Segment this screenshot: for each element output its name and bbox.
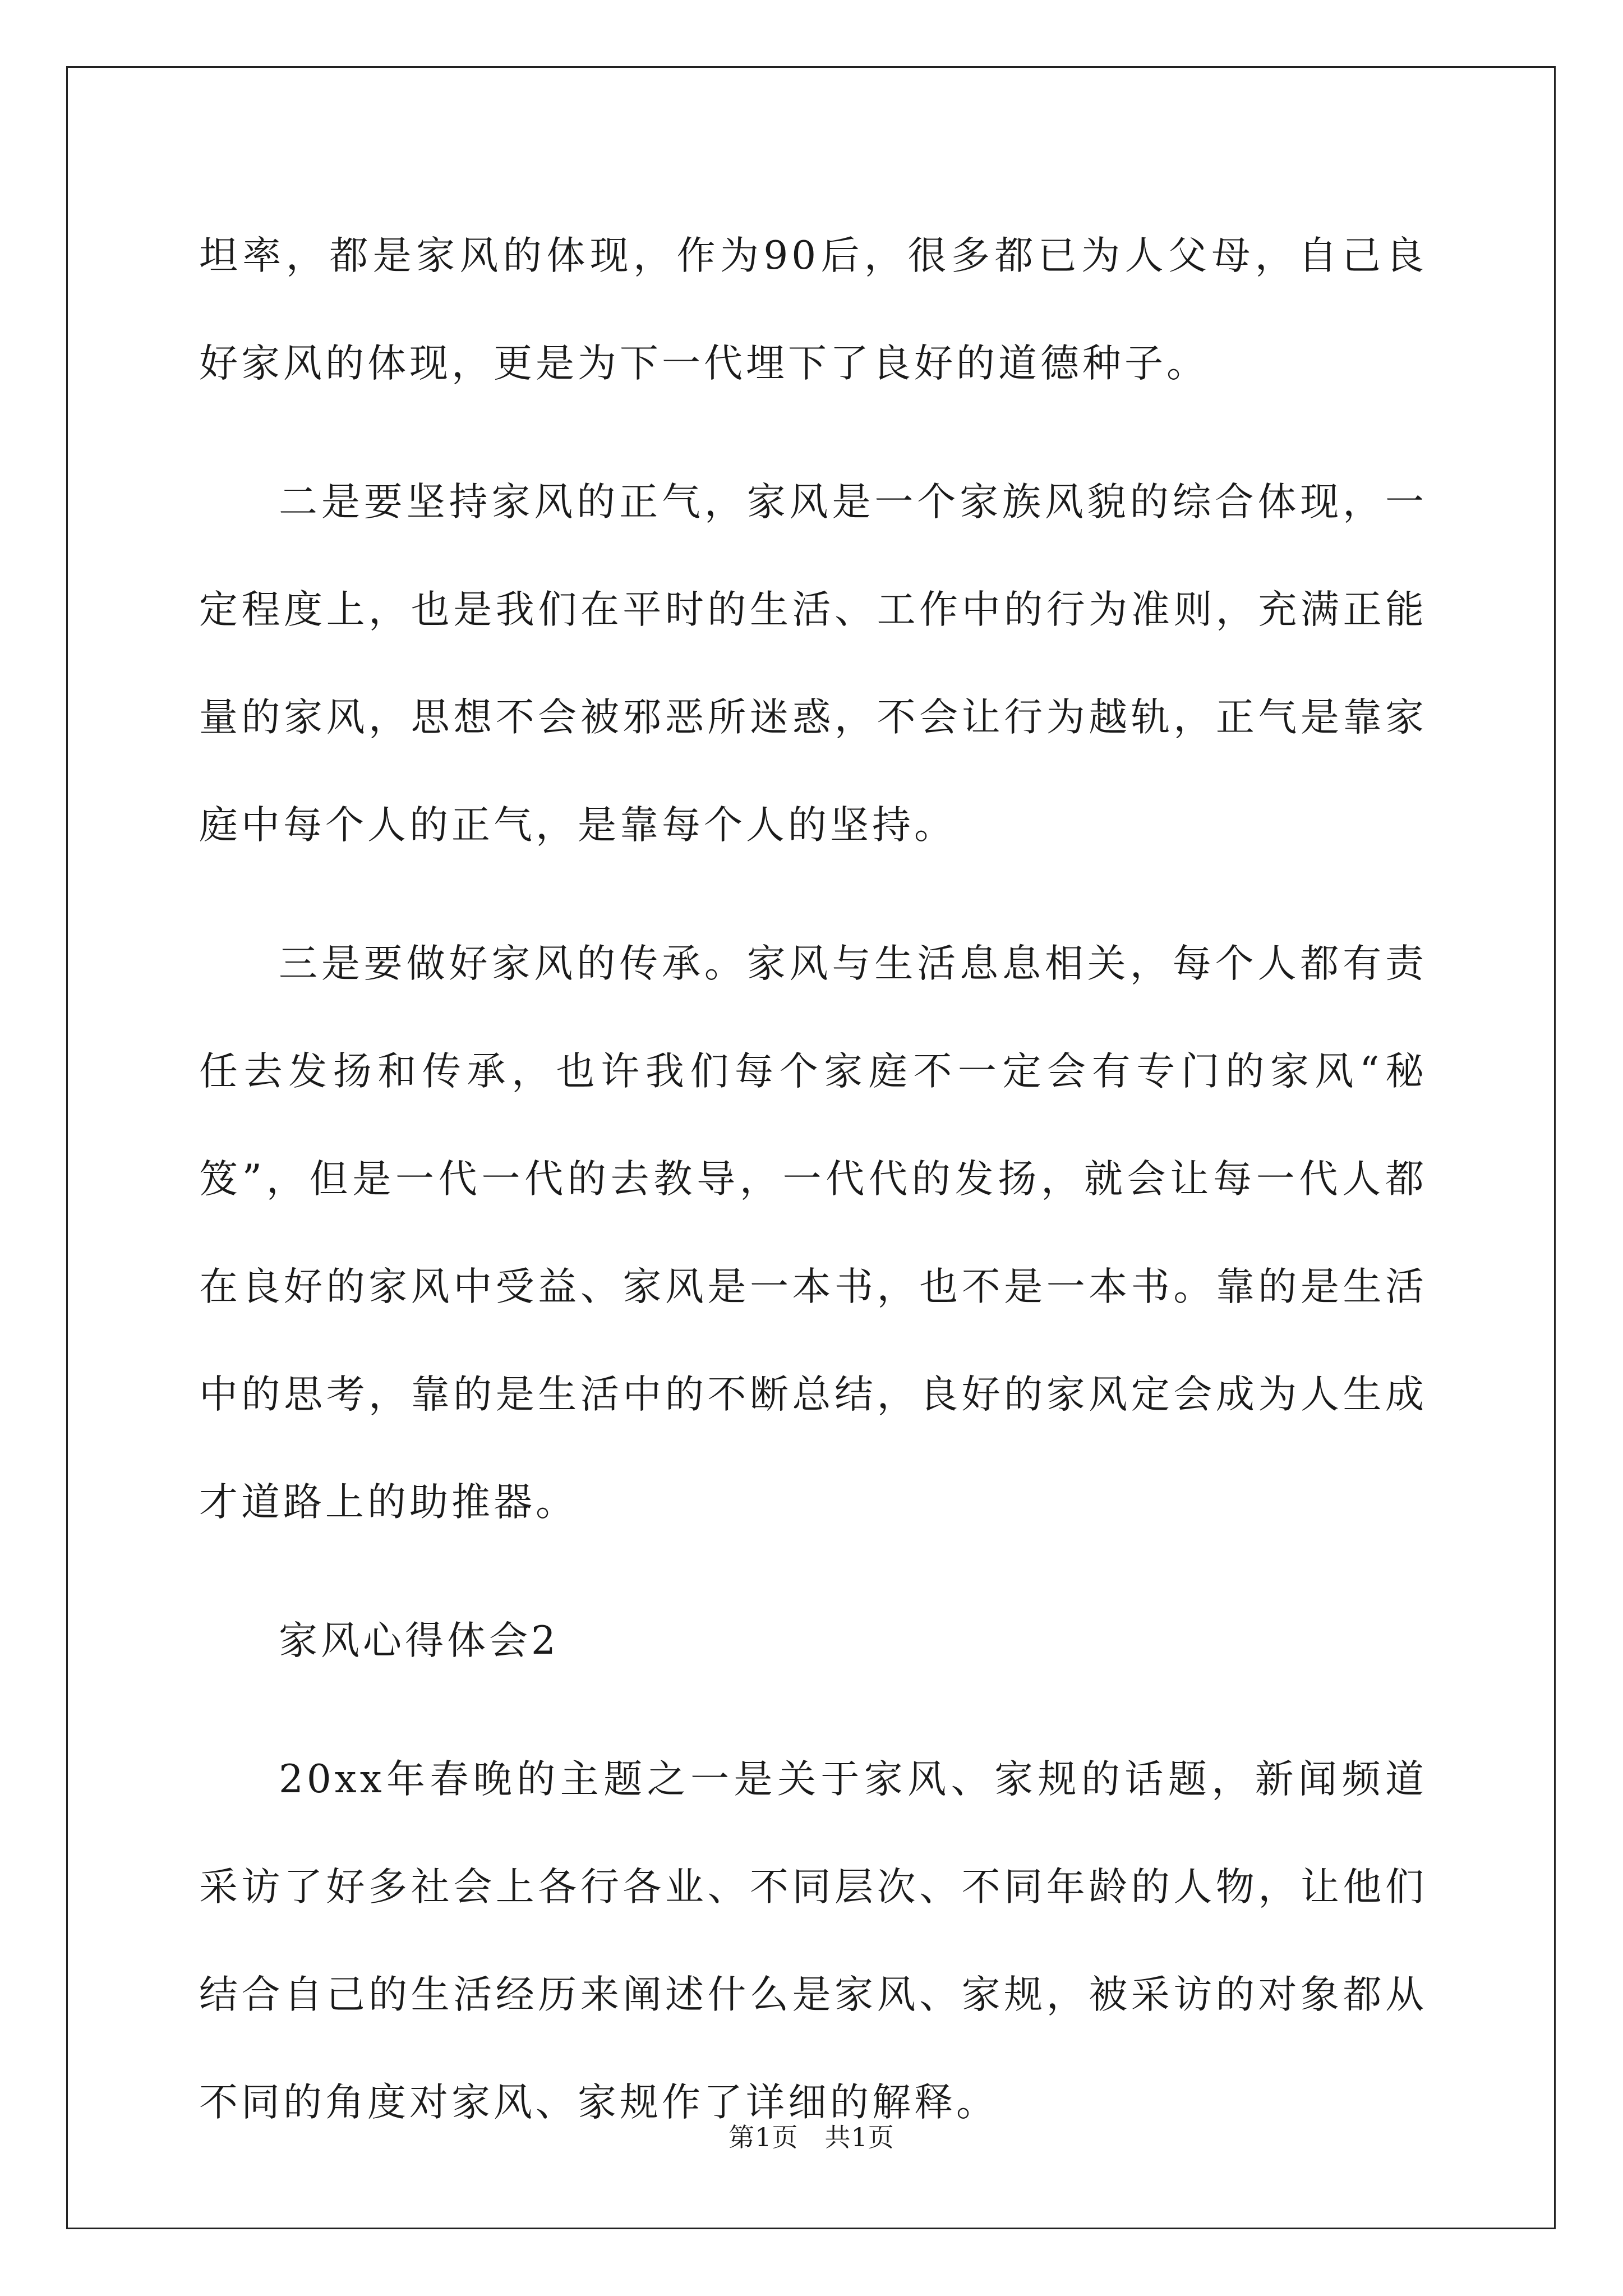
paragraph-2: 二是要坚持家风的正气，家风是一个家族风貌的综合体现，一定程度上，也是我们在平时的生活、工作中的行为准则，充满正能量的家风，思想不会被邪恶所迷惑，不会让行为越轨，正气是靠家庭中每个人的正气，是靠每个人的坚持。 xyxy=(199,480,1427,848)
paragraph-4: 20xx年春晚的主题之一是关于家风、家规的话题，新闻频道采访了好多社会上各行各业、不同层次、不同年龄的人物，让他们结合自己的生活经历来阐述什么是家风、家规，被采访的对象都从不同的角度对家风、家规作了详细的解释。 xyxy=(199,1757,1427,2125)
paragraph-3: 三是要做好家风的传承。家风与生活息息相关，每个人都有责任去发扬和传承，也许我们每个家庭不一定会有专门的家风“秘笈”，但是一代一代的去教导，一代代的发扬，就会让每一代人都在良好的家风中受益、家风是一本书，也不是一本书。靠的是生活中的思考，靠的是生活中的不断总结，良好的家风定会成为人生成才道路上的助推器。 xyxy=(199,941,1427,1525)
document-body xyxy=(199,202,1427,2187)
page-footer xyxy=(0,2120,1623,2154)
page-total: 共1页 xyxy=(824,2122,895,2152)
footer-spacer xyxy=(799,2122,825,2152)
page-number: 第1页 xyxy=(728,2122,799,2152)
paragraph-1: 坦率，都是家风的体现，作为90后，很多都已为人父母，自己良好家风的体现，更是为下一代埋下了良好的道德种子。 xyxy=(199,233,1427,386)
section-heading: 家风心得体会2 xyxy=(279,1618,559,1663)
